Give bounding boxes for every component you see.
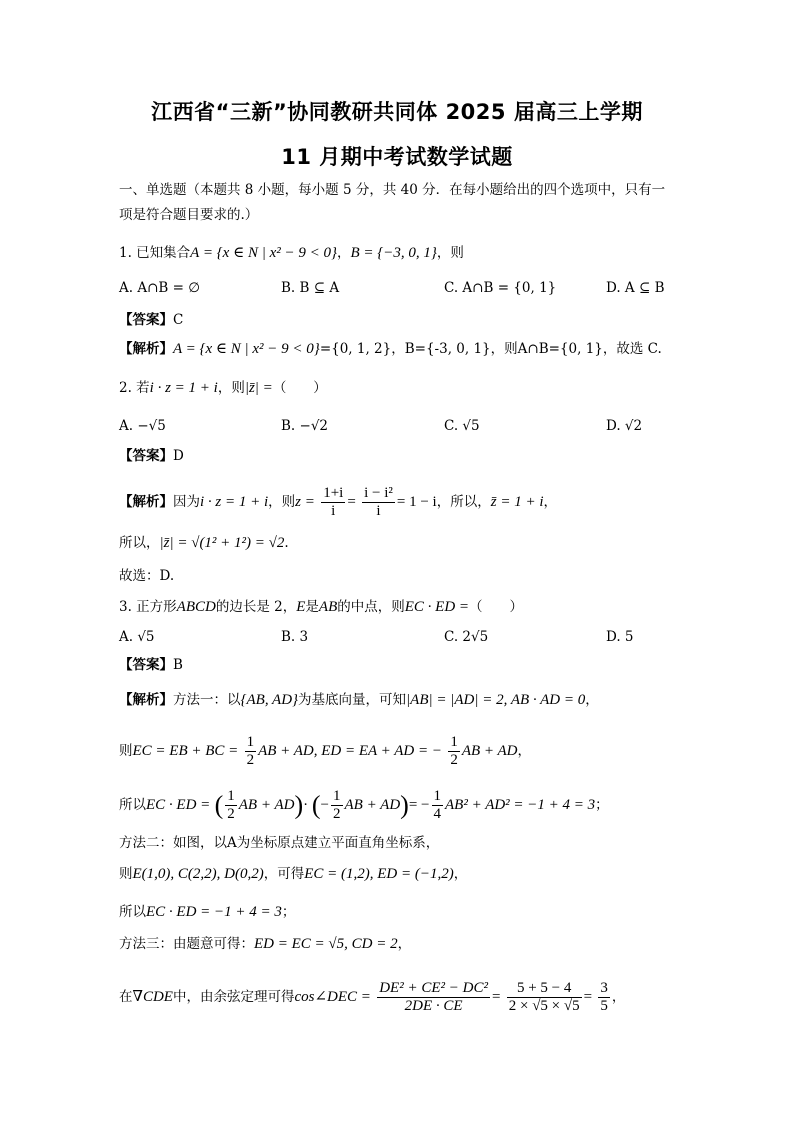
- q1-answer: 【答案】C: [119, 312, 184, 328]
- q1-option-a: A. A∩B = ∅: [119, 280, 200, 296]
- fraction: $\frac{1}{2}$: [227, 788, 235, 822]
- question-3: 3. 正方形ABCD的边长是 2，E是AB的中点，则EC · ED =（ ）: [119, 599, 524, 615]
- q3-option-c: C. 2√5: [444, 629, 489, 645]
- q2-analysis-line2: 所以，|z̄| = √(1² + 1²) = √2.: [119, 535, 289, 551]
- q2-option-a: A. −√5: [119, 418, 166, 434]
- fraction: $\frac{1}{2}$: [450, 734, 458, 768]
- q1-option-c: C. A∩B = {0, 1}: [444, 280, 557, 296]
- q3-answer: 【答案】B: [119, 657, 183, 673]
- exam-title-line1: 江西省“三新”协同教研共同体 2025 届高三上学期: [151, 100, 643, 124]
- fraction: $\frac{3}{5}$: [600, 980, 608, 1014]
- q3-option-d: D. 5: [606, 629, 634, 645]
- q3-option-a: A. √5: [119, 629, 155, 645]
- fraction: $\frac{1}{2}$: [333, 788, 341, 822]
- q2-option-b: B. −√2: [281, 418, 329, 434]
- q3-method3-line1: 方法三：由题意可得：ED = EC = √5, CD = 2，: [119, 936, 412, 952]
- exam-title-line2: 11 月期中考试数学试题: [281, 145, 513, 169]
- fraction: $\frac{5 + 5 - 4}{2 \times √5 \times √5}$: [508, 980, 580, 1014]
- set-a: A = {x ∈ N | x² − 9 < 0}: [190, 245, 337, 261]
- fraction: $\frac{1+i}{i}$: [323, 485, 344, 519]
- q1-option-d: D. A ⊆ B: [606, 280, 665, 296]
- question-2: 2. 若i · z = 1 + i，则|z̄| =（ ）: [119, 380, 327, 396]
- q3-method1-line1: 【解析】方法一：以{AB, AD}为基底向量，可知|AB| = |AD| = 2, AB · AD = 0，: [119, 692, 599, 708]
- q3-method2-line2: 则E(1,0), C(2,2), D(0,2)，可得EC = (1,2), ED = (−1,2)，: [119, 866, 468, 882]
- q2-analysis-line3: 故选：D.: [119, 568, 175, 584]
- section-instructions-line1: 一、单选题（本题共 8 小题，每小题 5 分，共 40 分．在每小题给出的四个选项中，只有一: [119, 182, 666, 198]
- q1-option-b: B. B ⊆ A: [281, 280, 340, 296]
- fraction: $\frac{\text{DE² + CE² − DC²}}{2DE \cdot CE}$: [379, 980, 488, 1014]
- section-instructions-line2: 项是符合题目要求的.）: [119, 207, 259, 223]
- q3-method3-line2: 在∇CDE中，由余弦定理可得cos∠DEC = $\frac{\text{DE² + CE² − DC²}}{2DE \cdot CE}$ = $\frac{5 + 5 - 4}{2 \times √5 \times √5}$ = $\frac{3}{5}$ ，: [119, 980, 626, 1014]
- q2-analysis-line1: 【解析】因为i · z = 1 + i，则z = $\frac{1+i}{i}$ = $\frac{\text{i − i²}}{i}$ = 1 − i，所以，z̄ = 1 + i，: [119, 485, 557, 519]
- fraction: $\frac{1}{2}$: [246, 734, 255, 768]
- q3-option-b: B. 3: [281, 629, 309, 645]
- q3-method1-line2: 则EC = EB + BC = $\frac{1}{2}$ AB + AD, ED = EA + AD = − $\frac{1}{2}$ AB + AD，: [119, 734, 531, 768]
- question-1: 1. 已知集合A = {x ∈ N | x² − 9 < 0}，B = {−3, 0, 1}，则: [119, 245, 464, 261]
- q2-answer: 【答案】D: [119, 448, 184, 464]
- set-b: B = {−3, 0, 1}: [350, 245, 437, 261]
- q2-option-c: C. √5: [444, 418, 480, 434]
- q3-method2-line1: 方法二：如图，以A为坐标原点建立平面直角坐标系，: [119, 835, 440, 851]
- q3-method2-line3: 所以EC · ED = −1 + 4 = 3；: [119, 904, 296, 920]
- fraction: $\frac{1}{4}$: [433, 788, 442, 822]
- q2-option-d: D. √2: [606, 418, 643, 434]
- q3-method1-line3: 所以EC · ED = ( $\frac{1}{2}$ AB + AD)· (− $\frac{1}{2}$ AB + AD)= − $\frac{1}{4}$ AB² + AD² = −1 + 4 = 3；: [119, 788, 609, 822]
- q1-analysis: 【解析】A = {x ∈ N | x² − 9 < 0}={0, 1, 2}，B={-3, 0, 1}，则A∩B={0, 1}，故选 C.: [119, 341, 662, 357]
- fraction: $\frac{\text{i − i²}}{i}$: [364, 485, 393, 519]
